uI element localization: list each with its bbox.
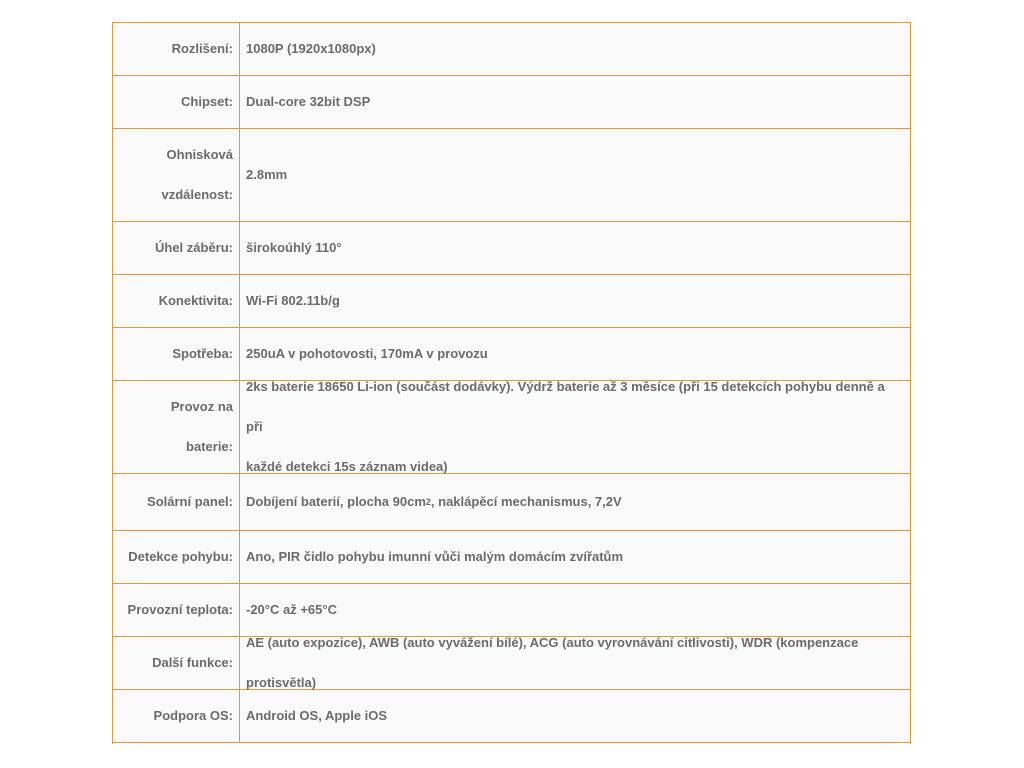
spec-value-focal-length: 2.8mm — [246, 167, 288, 182]
spec-row-connectivity — [113, 275, 910, 328]
spec-row-view-angle — [113, 222, 910, 275]
spec-row-os-support — [113, 690, 910, 743]
spec-label-solar-panel: Solární panel: — [113, 474, 240, 530]
spec-label-focal-length-line1: Ohnisková — [166, 147, 233, 162]
spec-row-motion-detection — [113, 531, 910, 584]
spec-row-focal-length — [113, 129, 910, 222]
spec-label-operating-temperature: Provozní teplota: — [113, 584, 240, 636]
spec-label-view-angle: Úhel záběru: — [113, 222, 240, 274]
spec-label-battery: Provoz na baterie: — [113, 381, 240, 473]
spec-label-resolution: Rozlišení: — [113, 23, 240, 75]
spec-value-solar-panel: Dobíjení baterií, plocha 90cm 2 , naklápěcí mechanismus, 7,2V — [240, 474, 910, 530]
spec-row-chipset — [113, 76, 910, 129]
spec-value-other-features: AE (auto expozice), AWB (auto vyvážení bílé), ACG (auto vyrovnávání citlivosti), WDR (kompenzace protisvětla) — [246, 635, 859, 690]
spec-label-connectivity: Konektivita: — [113, 275, 240, 327]
specification-table — [112, 22, 911, 744]
spec-value-consumption: 250uA v pohotovosti, 170mA v provozu — [246, 346, 488, 361]
spec-value-solar-panel-text-after: , naklápěcí mechanismus, 7,2V — [430, 494, 622, 509]
spec-label-chipset: Chipset: — [113, 76, 240, 128]
spec-row-other-features — [113, 637, 910, 690]
spec-value-battery — [240, 381, 910, 473]
spec-label-focal-length-line2: vzdálenost: — [161, 187, 233, 202]
spec-value-battery-line2: každé detekci 15s záznam videa) — [246, 459, 448, 474]
spec-label-motion-detection: Detekce pohybu: — [113, 531, 240, 583]
spec-row-resolution — [113, 23, 910, 76]
spec-value-solar-panel-text: Dobíjení baterií, plocha 90cm — [246, 494, 426, 509]
spec-value-battery-line1: 2ks baterie 18650 Li-ion (součást dodávky). Výdrž baterie až 3 měsíce (při 15 detekcích pohybu denně a při — [246, 379, 885, 434]
spec-value-os-support: Android OS, Apple iOS — [246, 708, 388, 723]
spec-label-consumption: Spotřeba: — [113, 328, 240, 380]
spec-value-connectivity: Wi-Fi 802.11b/g — [246, 293, 340, 308]
spec-value-view-angle: širokoúhlý 110° — [246, 240, 342, 255]
spec-value-resolution: 1080P (1920x1080px) — [246, 41, 376, 56]
spec-label-focal-length — [113, 129, 240, 221]
spec-label-other-features: Další funkce: — [113, 637, 240, 689]
spec-value-operating-temperature: -20°C až +65°C — [246, 602, 337, 617]
spec-row-battery — [113, 381, 910, 474]
spec-row-solar-panel — [113, 474, 910, 531]
spec-label-os-support: Podpora OS: — [113, 690, 240, 742]
spec-value-motion-detection: Ano, PIR čidlo pohybu imunní vůči malým domácím zvířatům — [246, 549, 624, 564]
spec-value-chipset: Dual-core 32bit DSP — [246, 94, 371, 109]
